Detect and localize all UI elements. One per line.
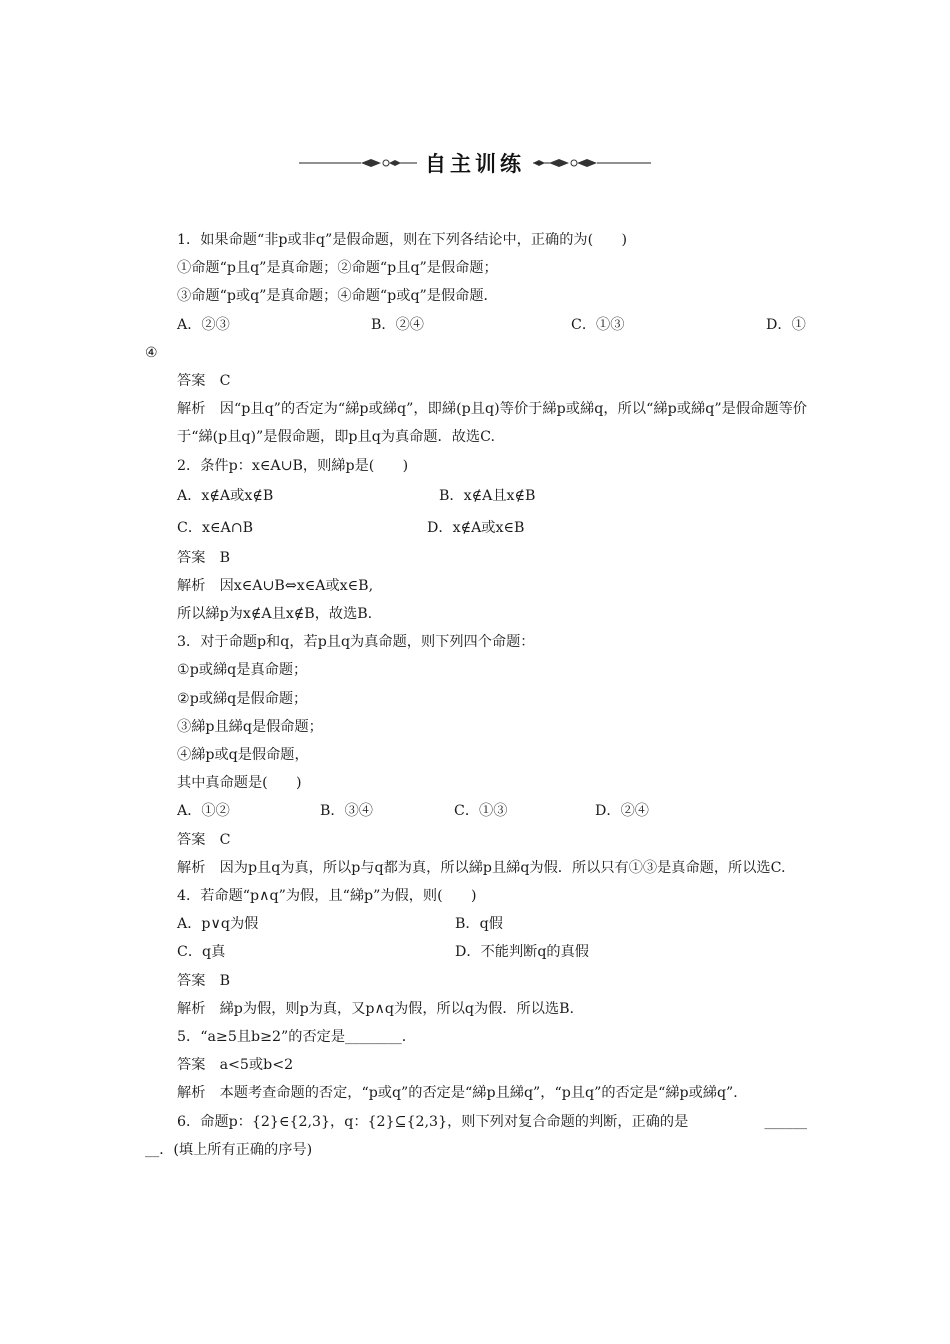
option-b: B．x∉A且x∉B xyxy=(439,487,536,504)
question-3-statement-2: ②p或綈q是假命题； xyxy=(177,690,308,707)
question-4-stem: 4．若命题“p∧q”为假，且“綈p”为假，则( ) xyxy=(177,887,477,904)
option-b: B．②④ xyxy=(371,316,424,333)
option-d-wrap: ④ xyxy=(145,344,158,361)
option-c: C．x∈A∩B xyxy=(177,519,254,536)
question-3-stem: 3．对于命题p和q，若p且q为真命题，则下列四个命题： xyxy=(177,634,535,651)
option-d: D．②④ xyxy=(595,803,649,820)
left-ornament-icon xyxy=(299,155,417,171)
question-2-options-cd xyxy=(145,512,807,544)
question-2-explanation-1: 解析 因x∈A∪B⇔x∈A或x∈B, xyxy=(177,577,374,594)
section-header xyxy=(0,148,950,178)
option-d: D．x∉A或x∈B xyxy=(427,519,525,536)
option-c: C．①③ xyxy=(454,803,508,820)
option-d: D．不能判断q的真假 xyxy=(455,944,589,961)
question-3-statement-1: ①p或綈q是真命题； xyxy=(177,662,308,679)
question-1-explanation: 解析 因“p且q”的否定为“綈p或綈q”，即綈(p且q)等价于綈p或綈q，所以“綈p或綈q”是假命题等价于“綈(p且q)”是假命题，即p且q为真命题．故选C. xyxy=(177,401,807,446)
question-4-options-ab xyxy=(145,910,807,938)
question-6-stem-cont: __．(填上所有正确的序号) xyxy=(145,1141,313,1158)
question-1-statements-b: ③命题“p或q”是真命题；④命题“p或q”是假命题． xyxy=(177,288,498,305)
question-3-answer: 答案 C xyxy=(177,831,231,848)
option-d: D．① xyxy=(766,316,806,333)
right-ornament-icon xyxy=(533,155,651,171)
question-2-explanation-2: 所以綈p为x∉A且x∉B，故选B. xyxy=(177,606,373,623)
section-title: 自主训练 xyxy=(425,152,525,176)
question-2-stem: 2．条件p：x∈A∪B，则綈p是( ) xyxy=(177,457,409,474)
question-4-explanation: 解析 綈p为假，则p为真，又p∧q为假，所以q为假．所以选B. xyxy=(177,1000,575,1017)
option-b: B．③④ xyxy=(320,803,373,820)
option-b: B．q假 xyxy=(455,916,503,933)
question-3-statement-3: ③綈p且綈q是假命题； xyxy=(177,718,323,735)
exercise-content xyxy=(145,226,807,1164)
question-1-answer: 答案 C xyxy=(177,372,231,389)
option-c: C．q真 xyxy=(177,944,226,961)
question-1-options xyxy=(145,311,807,339)
question-5-explanation: 解析 本题考查命题的否定，“p或q”的否定是“綈p且綈q”，“p且q”的否定是“綈p或綈q”． xyxy=(177,1085,748,1102)
option-a: A．p∨q为假 xyxy=(177,916,259,933)
option-c: C．①③ xyxy=(571,316,625,333)
question-5-answer: 答案 a<5或b<2 xyxy=(177,1057,294,1074)
question-1-stem: 1．如果命题“非p或非q”是假命题，则在下列各结论中，正确的为( ) xyxy=(177,232,628,248)
question-3-explanation: 解析 因为p且q为真，所以p与q都为真，所以綈p且綈q为假．所以只有①③是真命题，所以选C. xyxy=(177,859,786,876)
question-1-statements-a: ①命题“p且q”是真命题；②命题“p且q”是假命题； xyxy=(177,260,498,277)
question-6-text: 6．命题p：{2}∈{2,3}，q：{2}⊆{2,3}，则下列对复合命题的判断，正确的是 xyxy=(177,1113,689,1130)
question-2-options-ab xyxy=(145,480,807,512)
question-2-answer: 答案 B xyxy=(177,549,230,566)
question-3-ask: 其中真命题是( ) xyxy=(177,775,302,792)
question-4-answer: 答案 B xyxy=(177,972,230,989)
question-6-blank: ______ xyxy=(764,1113,807,1130)
question-4-options-cd xyxy=(145,938,807,966)
question-3-statement-4: ④綈p或q是假命题， xyxy=(177,747,309,764)
option-a: A．①② xyxy=(177,803,230,820)
question-6-stem xyxy=(145,1108,807,1136)
question-5-stem: 5．“a≥5且b≥2”的否定是________． xyxy=(177,1028,416,1045)
option-a: A．x∉A或x∉B xyxy=(177,487,274,504)
option-a: A．②③ xyxy=(177,316,230,333)
question-3-options xyxy=(145,797,807,825)
